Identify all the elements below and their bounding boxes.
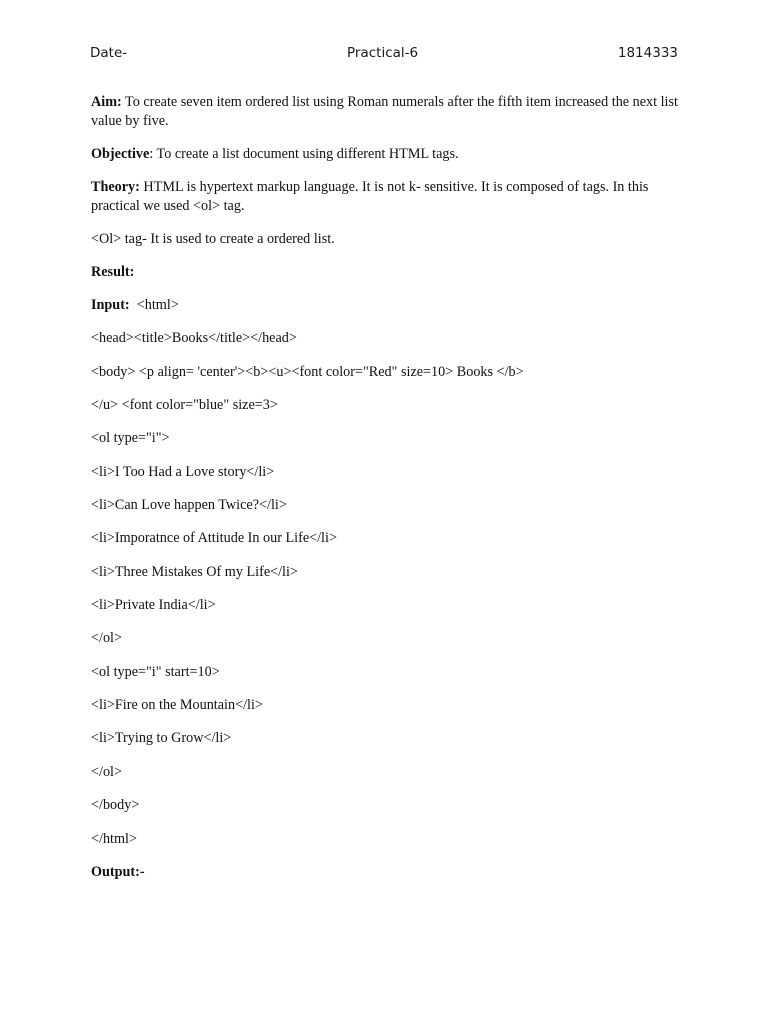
code-line: </html> bbox=[91, 830, 137, 847]
aim-paragraph bbox=[91, 93, 681, 131]
code-line: <li>I Too Had a Love story</li> bbox=[91, 463, 275, 480]
code-line: <ol type="i"> bbox=[91, 430, 170, 447]
document-body bbox=[91, 93, 681, 882]
practical-title: Practical-6 bbox=[347, 45, 419, 61]
input-code-block bbox=[91, 296, 681, 849]
output-label: Output: bbox=[91, 863, 140, 880]
code-line: </u> <font color="blue" size=3> bbox=[91, 397, 278, 414]
code-line: <li>Three Mistakes Of my Life</li> bbox=[91, 563, 298, 580]
code-line: </ol> bbox=[91, 763, 122, 780]
theory-text: HTML is hypertext markup language. It is not k- sensitive. It is composed of tags. In this practical we used <ol> tag. bbox=[91, 179, 649, 214]
code-line: <body> <p align= 'center'><b><u><font color="Red" size=10> Books </b> bbox=[91, 363, 524, 380]
result-label: Result: bbox=[91, 264, 135, 280]
code-line-text: <html> bbox=[129, 297, 179, 313]
input-label: Input: bbox=[91, 297, 130, 313]
page-header bbox=[90, 45, 680, 65]
code-line: </ol> bbox=[91, 630, 122, 647]
code-line: <li>Fire on the Mountain</li> bbox=[91, 697, 263, 714]
input-first-line bbox=[91, 296, 681, 315]
objective-text: : To create a list document using different HTML tags. bbox=[149, 146, 459, 162]
code-line: <li>Imporatnce of Attitude In our Life</li> bbox=[91, 530, 337, 547]
code-line: <li>Private India</li> bbox=[91, 597, 216, 614]
code-line: <head><title>Books</title></head> bbox=[91, 330, 297, 347]
output-suffix: - bbox=[139, 863, 145, 880]
code-line: <li>Can Love happen Twice?</li> bbox=[91, 497, 287, 514]
output-paragraph bbox=[91, 863, 681, 882]
code-line: <li>Trying to Grow</li> bbox=[91, 730, 232, 747]
code-line: </body> bbox=[91, 797, 140, 814]
theory-paragraph bbox=[91, 178, 681, 216]
code-line: <ol type="i" start=10> bbox=[91, 663, 220, 680]
ol-tag-note: <Ol> tag- It is used to create a ordered list. bbox=[91, 231, 335, 247]
aim-text: To create seven item ordered list using Roman numerals after the fifth item increased the next list value by five. bbox=[91, 94, 678, 129]
objective-label: Objective bbox=[91, 146, 150, 162]
roll-number: 1814333 bbox=[617, 45, 678, 61]
aim-label: Aim: bbox=[91, 94, 122, 110]
objective-paragraph bbox=[91, 145, 681, 164]
date-label: Date- bbox=[90, 45, 128, 61]
theory-label: Theory: bbox=[91, 179, 140, 195]
